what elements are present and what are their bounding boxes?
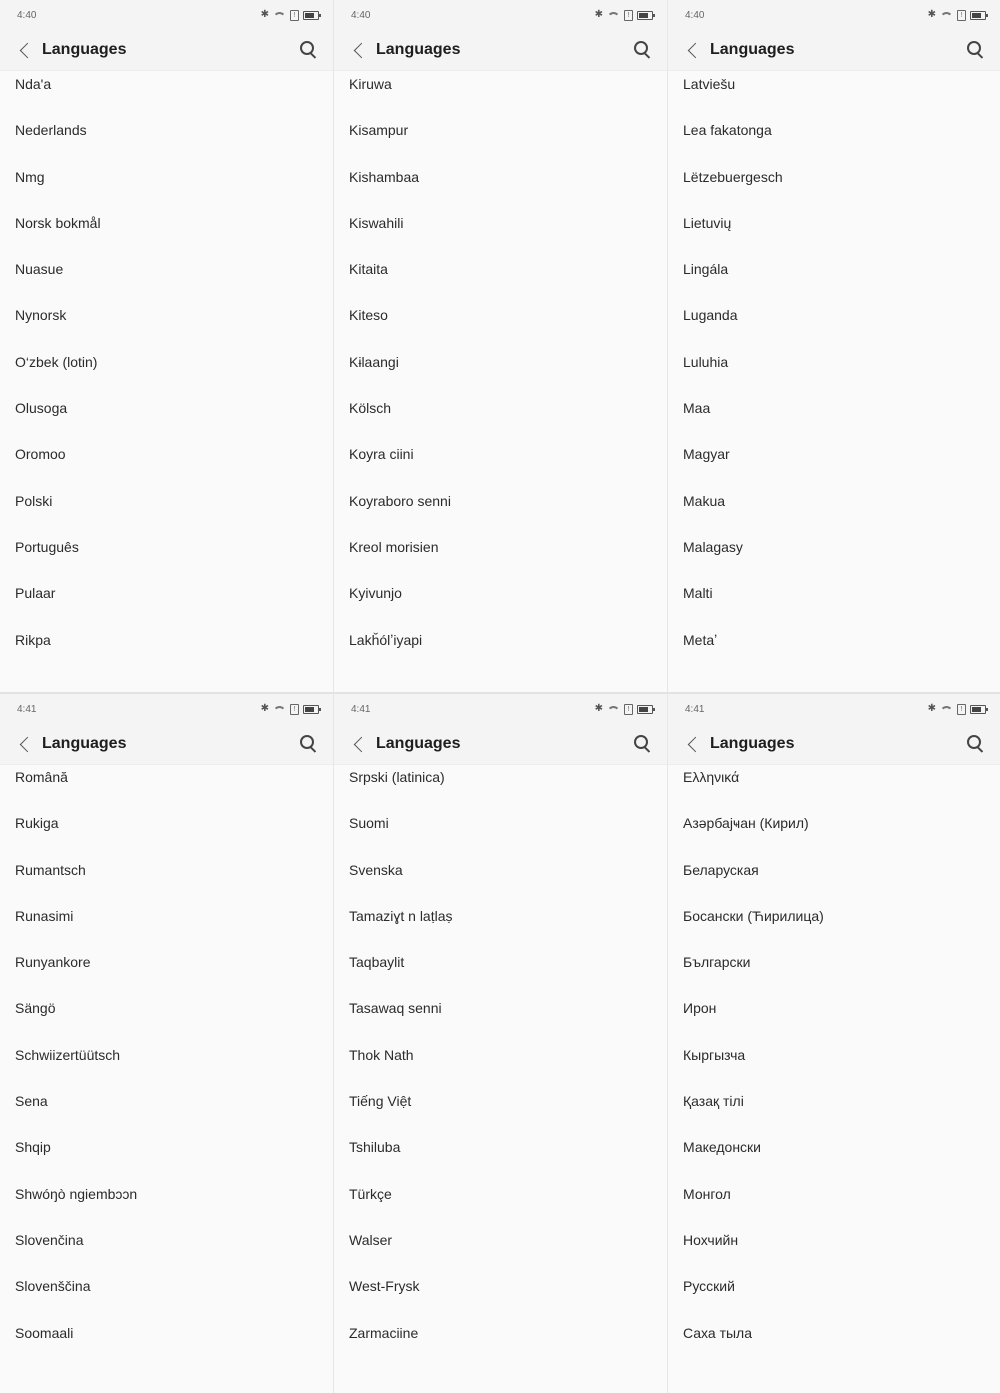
language-list-item[interactable]: Kyivunjo	[349, 585, 402, 602]
language-list-item[interactable]: Ελληνικά	[683, 769, 740, 785]
chevron-left-icon[interactable]	[682, 39, 704, 61]
language-list-item[interactable]: Lingála	[683, 261, 729, 278]
phone-screen-6	[668, 694, 1000, 1393]
language-list-item[interactable]: Rukiga	[15, 815, 59, 832]
language-list	[334, 754, 667, 1356]
language-list-item[interactable]: West-Frysk	[349, 1278, 420, 1295]
language-list-item[interactable]: Thok Nath	[349, 1046, 414, 1063]
status-bar	[0, 0, 333, 30]
language-list-item[interactable]: Македонски	[683, 1139, 761, 1156]
wifi-icon	[940, 12, 953, 21]
language-list-item[interactable]: Tamaziɣt n laṭlaṣ	[349, 907, 453, 924]
chevron-left-icon[interactable]	[682, 733, 704, 755]
page-title: Languages	[376, 735, 461, 752]
language-list-item[interactable]: Kisampur	[349, 122, 409, 139]
language-list-item[interactable]: Malagasy	[683, 538, 743, 555]
chevron-left-icon[interactable]	[14, 39, 36, 61]
language-list-item[interactable]: Luluhia	[683, 353, 729, 370]
language-list-item[interactable]: Sängö	[15, 1000, 56, 1017]
language-list-item[interactable]: Босански (Ћирилица)	[683, 907, 824, 924]
battery-icon	[637, 11, 653, 20]
language-list-item[interactable]: Taqbaylit	[349, 954, 405, 971]
search-icon[interactable]	[631, 733, 653, 755]
sim-icon: !	[624, 10, 633, 21]
search-icon[interactable]	[297, 733, 319, 755]
language-list-item[interactable]: Runasimi	[15, 907, 74, 924]
language-list	[668, 754, 1000, 1356]
language-list-item[interactable]: Kiruwa	[349, 76, 392, 92]
status-icons	[928, 10, 986, 21]
status-time: 4:41	[17, 703, 37, 715]
status-time: 4:40	[17, 9, 37, 21]
phone-screen-2	[334, 0, 668, 694]
language-list-item[interactable]: Shwóŋò ngiembɔɔn	[15, 1185, 138, 1202]
language-list	[334, 61, 667, 663]
language-list-item[interactable]: Runyankore	[15, 954, 91, 971]
status-icons	[928, 704, 986, 715]
language-list-item[interactable]: Slovenščina	[15, 1278, 91, 1295]
phone-screen-5	[334, 694, 668, 1393]
language-list-item[interactable]: Lakȟólʼiyapi	[349, 631, 423, 648]
language-list-item[interactable]: Азәрбајҹан (Кирил)	[683, 815, 809, 832]
language-list-item[interactable]: Nuasue	[15, 261, 64, 278]
language-list-item[interactable]: Нохчийн	[683, 1231, 739, 1248]
language-list-item[interactable]: Lietuvių	[683, 214, 732, 231]
language-list-item[interactable]: Malti	[683, 585, 713, 602]
sim-icon: !	[290, 704, 299, 715]
phone-screen-4	[0, 694, 334, 1393]
search-icon[interactable]	[964, 39, 986, 61]
status-time: 4:40	[351, 9, 371, 21]
battery-icon	[970, 705, 986, 714]
wifi-icon	[607, 706, 620, 715]
language-list-item[interactable]: Norsk bokmål	[15, 214, 101, 231]
status-bar	[334, 0, 667, 30]
chevron-left-icon[interactable]	[348, 733, 370, 755]
language-list-item[interactable]: Shqip	[15, 1139, 51, 1156]
language-list	[0, 61, 333, 663]
language-list-item[interactable]: Български	[683, 954, 751, 971]
language-list-item[interactable]: Olusoga	[15, 400, 68, 417]
language-list-item[interactable]: Rikpa	[15, 631, 51, 648]
status-time: 4:41	[685, 703, 705, 715]
bluetooth-icon: ✱	[927, 9, 936, 20]
language-list-item[interactable]: Zarmaciine	[349, 1324, 419, 1341]
search-icon[interactable]	[631, 39, 653, 61]
status-icons	[261, 704, 319, 715]
language-list-item[interactable]: Lea fakatonga	[683, 122, 772, 139]
language-list-item[interactable]: Lëtzebuergesch	[683, 168, 783, 185]
sim-icon: !	[957, 10, 966, 21]
battery-icon	[303, 705, 319, 714]
language-list-item[interactable]: Luganda	[683, 307, 738, 324]
battery-icon	[637, 705, 653, 714]
sim-icon: !	[290, 10, 299, 21]
language-list-item[interactable]: O‘zbek (lotin)	[15, 353, 98, 370]
language-list-item[interactable]: Tshiluba	[349, 1139, 401, 1156]
sim-icon: !	[624, 704, 633, 715]
language-list-item[interactable]: Nederlands	[15, 122, 87, 139]
search-icon[interactable]	[297, 39, 319, 61]
language-list-item[interactable]: Nda'a	[15, 76, 52, 92]
language-list-item[interactable]: Koyra ciini	[349, 446, 414, 463]
language-list-item[interactable]: Polski	[15, 492, 53, 509]
language-list-item[interactable]: Sena	[15, 1093, 48, 1110]
language-list-item[interactable]: Walser	[349, 1231, 393, 1248]
language-list-item[interactable]: Makua	[683, 492, 726, 509]
language-list-item[interactable]: Srpski (latinica)	[349, 769, 445, 785]
page-title: Languages	[42, 41, 127, 58]
language-list-item[interactable]: Kiteso	[349, 307, 388, 324]
phone-screen-3	[668, 0, 1000, 694]
status-bar	[0, 694, 333, 724]
status-bar	[334, 694, 667, 724]
language-list-item[interactable]: Kölsch	[349, 400, 392, 417]
page-title: Languages	[710, 41, 795, 58]
language-list-item[interactable]: Koyraboro senni	[349, 492, 451, 509]
language-list-item[interactable]: Kiswahili	[349, 214, 404, 231]
language-list-item[interactable]: Soomaali	[15, 1324, 74, 1341]
language-list	[0, 754, 333, 1356]
chevron-left-icon[interactable]	[14, 733, 36, 755]
bluetooth-icon: ✱	[260, 9, 269, 20]
wifi-icon	[940, 706, 953, 715]
battery-icon	[970, 11, 986, 20]
bluetooth-icon: ✱	[260, 703, 269, 714]
language-list-item[interactable]: Kishambaa	[349, 168, 420, 185]
battery-icon	[303, 11, 319, 20]
language-list-item[interactable]: Schwiizertüütsch	[15, 1046, 121, 1063]
language-list-item[interactable]: Türkçe	[349, 1185, 392, 1202]
bluetooth-icon: ✱	[594, 9, 603, 20]
status-icons	[595, 10, 653, 21]
language-list-item[interactable]: Русский	[683, 1278, 735, 1295]
page-title: Languages	[42, 735, 127, 752]
language-list-item[interactable]: Latviešu	[683, 76, 736, 92]
language-list-item[interactable]: Беларуская	[683, 861, 759, 878]
status-icons	[595, 704, 653, 715]
status-time: 4:40	[685, 9, 705, 21]
language-list-item[interactable]: Ирон	[683, 1000, 717, 1017]
status-time: 4:41	[351, 703, 371, 715]
language-list-item[interactable]: Română	[15, 769, 68, 785]
language-list-item[interactable]: Suomi	[349, 815, 389, 832]
search-icon[interactable]	[964, 733, 986, 755]
language-list-item[interactable]: Português	[15, 538, 79, 555]
language-list-item[interactable]: Magyar	[683, 446, 730, 463]
language-list-item[interactable]: Nynorsk	[15, 307, 67, 324]
language-list-item[interactable]: Tiếng Việt	[349, 1093, 412, 1110]
language-list-item[interactable]: Nmg	[15, 168, 45, 185]
language-list-item[interactable]: Kɨlaangi	[349, 353, 399, 370]
language-list-item[interactable]: Oromoo	[15, 446, 66, 463]
page-title: Languages	[710, 735, 795, 752]
language-list-item[interactable]: Pulaar	[15, 585, 56, 602]
bluetooth-icon: ✱	[927, 703, 936, 714]
wifi-icon	[273, 12, 286, 21]
language-list-item[interactable]: Maa	[683, 400, 711, 417]
language-list-item[interactable]: Саха тыла	[683, 1324, 753, 1341]
sim-icon: !	[957, 704, 966, 715]
language-list-item[interactable]: Tasawaq senni	[349, 1000, 442, 1017]
language-list-item[interactable]: Slovenčina	[15, 1231, 84, 1248]
status-bar	[668, 694, 1000, 724]
language-list-item[interactable]: Кыргызча	[683, 1046, 746, 1063]
language-list-item[interactable]: Монгол	[683, 1185, 731, 1202]
chevron-left-icon[interactable]	[348, 39, 370, 61]
bluetooth-icon: ✱	[594, 703, 603, 714]
status-bar	[668, 0, 1000, 30]
phone-screen-1	[0, 0, 334, 694]
language-list	[668, 61, 1000, 663]
wifi-icon	[273, 706, 286, 715]
wifi-icon	[607, 12, 620, 21]
language-list-item[interactable]: Kreol morisien	[349, 538, 439, 555]
language-list-item[interactable]: Kitaita	[349, 261, 388, 278]
language-list-item[interactable]: Svenska	[349, 861, 403, 878]
language-list-item[interactable]: Қазақ тілі	[683, 1093, 744, 1110]
page-title: Languages	[376, 41, 461, 58]
language-list-item[interactable]: Metaʼ	[683, 631, 718, 648]
language-list-item[interactable]: Rumantsch	[15, 861, 86, 878]
status-icons	[261, 10, 319, 21]
